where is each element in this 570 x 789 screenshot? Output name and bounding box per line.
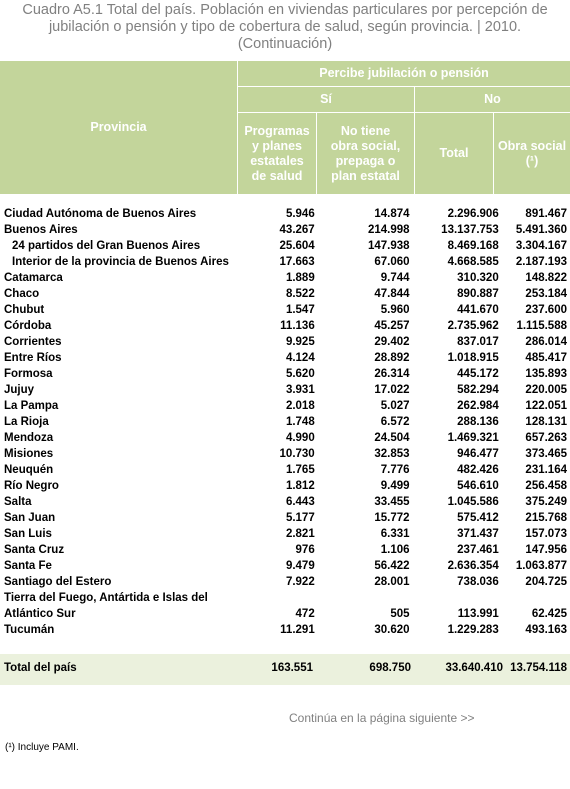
table-row bbox=[0, 254, 570, 270]
cell-no-tiene: 1.106 bbox=[380, 544, 410, 556]
cell-obra-social: 215.768 bbox=[525, 512, 567, 524]
cell-total: 113.991 bbox=[457, 608, 499, 620]
cell-total: 837.017 bbox=[457, 336, 499, 348]
total-c3: 33.640.410 bbox=[445, 662, 503, 674]
cell-programas: 472 bbox=[295, 608, 315, 620]
cell-obra-social: 148.822 bbox=[525, 272, 567, 284]
table-row bbox=[0, 478, 570, 494]
cell-obra-social: 286.014 bbox=[525, 336, 567, 348]
cell-total: 8.469.168 bbox=[447, 240, 499, 252]
cell-programas: 976 bbox=[295, 544, 315, 556]
cell-no-tiene: 56.422 bbox=[374, 560, 410, 572]
header-col2-line: obra social, bbox=[330, 138, 401, 153]
cell-provincia: San Luis bbox=[4, 528, 52, 540]
header-col4-line: (¹) bbox=[525, 153, 539, 168]
cell-programas: 3.931 bbox=[285, 384, 315, 396]
header-col3-label: Total bbox=[439, 146, 469, 160]
cell-provincia: Corrientes bbox=[4, 336, 62, 348]
cell-total: 310.320 bbox=[457, 272, 499, 284]
header-si bbox=[238, 87, 414, 112]
cell-no-tiene: 28.001 bbox=[374, 576, 410, 588]
title-line-3: (Continuación) bbox=[237, 36, 333, 52]
header-col2-line: plan estatal bbox=[331, 168, 400, 183]
cell-provincia: Salta bbox=[4, 496, 32, 508]
cell-obra-social: 256.458 bbox=[525, 480, 567, 492]
title-line-1: Cuadro A5.1 Total del país. Población en viviendas particulares por percepción de bbox=[22, 2, 548, 18]
table-row bbox=[0, 622, 570, 638]
cell-provincia: La Pampa bbox=[4, 400, 59, 412]
cell-total: 738.036 bbox=[457, 576, 499, 588]
cell-no-tiene: 5.027 bbox=[380, 400, 410, 412]
cell-no-tiene bbox=[319, 590, 414, 606]
cell-total: 1.045.586 bbox=[447, 496, 499, 508]
cell-provincia: Catamarca bbox=[4, 272, 63, 284]
cell-no-tiene: 5.960 bbox=[380, 304, 410, 316]
header-col1-line: de salud bbox=[251, 168, 303, 183]
header-col-programas bbox=[238, 113, 316, 194]
table-row bbox=[0, 286, 570, 302]
cell-total: 1.229.283 bbox=[447, 624, 499, 636]
cell-no-tiene: 33.455 bbox=[374, 496, 410, 508]
cell-obra-social: 493.163 bbox=[525, 624, 567, 636]
cell-provincia: Santa Fe bbox=[4, 560, 52, 572]
cell-provincia: 24 partidos del Gran Buenos Aires bbox=[12, 240, 201, 252]
cell-no-tiene: 9.744 bbox=[380, 272, 410, 284]
total-c4: 13.754.118 bbox=[510, 662, 567, 674]
cell-provincia: Formosa bbox=[4, 368, 53, 380]
cell-provincia: Chubut bbox=[4, 304, 45, 316]
cell-no-tiene: 47.844 bbox=[374, 288, 410, 300]
cell-total: 2.735.962 bbox=[447, 320, 499, 332]
header-col-obra-social bbox=[494, 113, 570, 194]
cell-programas: 25.604 bbox=[279, 240, 315, 252]
cell-programas: 1.547 bbox=[285, 304, 315, 316]
cell-no-tiene: 45.257 bbox=[374, 320, 410, 332]
cell-provincia: Tierra del Fuego, Antártida e Islas del bbox=[4, 592, 208, 604]
cell-programas: 1.765 bbox=[285, 464, 315, 476]
cell-total: 890.887 bbox=[457, 288, 499, 300]
cell-total: 1.469.321 bbox=[447, 432, 499, 444]
cell-obra-social: 1.063.877 bbox=[515, 560, 567, 572]
cell-provincia: Mendoza bbox=[4, 432, 54, 444]
cell-obra-social: 204.725 bbox=[525, 576, 567, 588]
header-col1-line: estatales bbox=[250, 153, 304, 168]
cell-provincia: Jujuy bbox=[4, 384, 35, 396]
data-table-body bbox=[0, 206, 570, 638]
cell-programas: 10.730 bbox=[279, 448, 315, 460]
cell-provincia: Chaco bbox=[4, 288, 40, 300]
cell-total: 4.668.585 bbox=[447, 256, 499, 268]
cell-obra-social: 5.491.360 bbox=[515, 224, 567, 236]
cell-total: 946.477 bbox=[457, 448, 499, 460]
cell-no-tiene: 24.504 bbox=[374, 432, 410, 444]
cell-total: 288.136 bbox=[457, 416, 499, 428]
table-row bbox=[0, 526, 570, 542]
cell-obra-social: 2.187.193 bbox=[515, 256, 567, 268]
cell-programas: 2.018 bbox=[285, 400, 315, 412]
cell-obra-social: 220.005 bbox=[525, 384, 567, 396]
cell-total bbox=[414, 590, 504, 606]
table-row bbox=[0, 510, 570, 526]
table-row bbox=[0, 350, 570, 366]
cell-programas: 43.267 bbox=[279, 224, 315, 236]
table-row bbox=[0, 446, 570, 462]
cell-programas: 5.946 bbox=[285, 208, 315, 220]
cell-total: 371.437 bbox=[457, 528, 499, 540]
cell-obra-social: 157.073 bbox=[525, 528, 567, 540]
cell-programas: 9.925 bbox=[285, 336, 315, 348]
header-col4-line: Obra social bbox=[497, 138, 567, 153]
cell-total: 2.296.906 bbox=[447, 208, 499, 220]
cell-obra-social: 147.956 bbox=[525, 544, 567, 556]
header-provincia-label: Provincia bbox=[90, 120, 147, 134]
cell-no-tiene: 7.776 bbox=[380, 464, 410, 476]
table-row bbox=[0, 318, 570, 334]
cell-no-tiene: 67.060 bbox=[374, 256, 410, 268]
table-row bbox=[0, 238, 570, 254]
table-row bbox=[0, 542, 570, 558]
cell-obra-social: 237.600 bbox=[525, 304, 567, 316]
cell-provincia: Buenos Aires bbox=[4, 224, 78, 236]
cell-total: 1.018.915 bbox=[447, 352, 499, 364]
total-row bbox=[0, 654, 570, 685]
cell-obra-social: 1.115.588 bbox=[516, 320, 567, 332]
cell-obra-social: 231.164 bbox=[525, 464, 567, 476]
table-row bbox=[0, 222, 570, 238]
cell-programas: 4.124 bbox=[285, 352, 315, 364]
header-no-label: No bbox=[484, 92, 501, 106]
cell-programas: 11.291 bbox=[280, 624, 315, 636]
cell-programas: 8.522 bbox=[285, 288, 315, 300]
cell-total: 482.426 bbox=[457, 464, 499, 476]
table-row bbox=[0, 574, 570, 590]
cell-total: 262.984 bbox=[457, 400, 499, 412]
cell-no-tiene: 29.402 bbox=[374, 336, 410, 348]
cell-provincia: Santa Cruz bbox=[4, 544, 65, 556]
cell-programas: 5.620 bbox=[285, 368, 315, 380]
cell-no-tiene: 15.772 bbox=[374, 512, 410, 524]
continua-link[interactable]: Continúa en la página siguiente >> bbox=[289, 711, 475, 725]
header-provincia bbox=[0, 61, 237, 194]
table-row bbox=[0, 398, 570, 414]
header-col-no-tiene bbox=[317, 113, 414, 194]
total-label: Total del país bbox=[4, 662, 77, 674]
cell-no-tiene: 147.938 bbox=[367, 240, 410, 252]
cell-total: 575.412 bbox=[457, 512, 499, 524]
header-no bbox=[415, 87, 570, 112]
cell-obra-social: 62.425 bbox=[531, 608, 567, 620]
table-row bbox=[0, 462, 570, 478]
header-col2-line: No tiene bbox=[340, 123, 391, 138]
header-col1-line: y planes bbox=[251, 138, 303, 153]
cell-programas bbox=[244, 590, 319, 606]
cell-programas: 9.479 bbox=[285, 560, 315, 572]
cell-obra-social: 373.465 bbox=[525, 448, 567, 460]
cell-provincia: La Rioja bbox=[4, 416, 49, 428]
cell-total: 2.636.354 bbox=[447, 560, 499, 572]
table-row bbox=[0, 414, 570, 430]
cell-programas: 1.748 bbox=[285, 416, 315, 428]
cell-provincia: San Juan bbox=[4, 512, 56, 524]
header-percibe bbox=[238, 61, 570, 86]
table-row bbox=[0, 606, 570, 622]
table-row bbox=[0, 206, 570, 222]
data-table bbox=[0, 206, 570, 638]
cell-no-tiene: 17.022 bbox=[374, 384, 410, 396]
table-row bbox=[0, 494, 570, 510]
footnote: (¹) Incluye PAMI. bbox=[5, 742, 79, 753]
table-row bbox=[0, 334, 570, 350]
cell-provincia: Interior de la provincia de Buenos Aires bbox=[12, 256, 229, 268]
table-row bbox=[0, 366, 570, 382]
cell-no-tiene: 6.572 bbox=[380, 416, 410, 428]
cell-programas: 11.136 bbox=[280, 320, 315, 332]
cell-no-tiene: 214.998 bbox=[367, 224, 410, 236]
cell-provincia: Atlántico Sur bbox=[4, 608, 76, 620]
table-row bbox=[0, 302, 570, 318]
total-c2: 698.750 bbox=[369, 662, 411, 674]
header-si-label: Sí bbox=[320, 92, 332, 106]
cell-provincia: Santiago del Estero bbox=[4, 576, 112, 588]
cell-provincia: Misiones bbox=[4, 448, 54, 460]
table-row bbox=[0, 590, 570, 606]
cell-obra-social: 891.467 bbox=[525, 208, 567, 220]
cell-programas: 1.889 bbox=[285, 272, 315, 284]
header-col-total bbox=[415, 113, 493, 194]
cell-programas: 6.443 bbox=[285, 496, 315, 508]
cell-programas: 7.922 bbox=[285, 576, 315, 588]
cell-provincia: Río Negro bbox=[4, 480, 59, 492]
cell-obra-social: 128.131 bbox=[525, 416, 567, 428]
cell-obra-social: 375.249 bbox=[525, 496, 567, 508]
cell-total: 546.610 bbox=[457, 480, 499, 492]
title-line-2: jubilación o pensión y tipo de cobertura de salud, según provincia. | 2010. bbox=[48, 19, 522, 35]
header-percibe-label: Percibe jubilación o pensión bbox=[319, 66, 489, 80]
cell-provincia: Tucumán bbox=[4, 624, 55, 636]
table-row bbox=[0, 558, 570, 574]
table-title bbox=[0, 2, 570, 53]
cell-total: 445.172 bbox=[457, 368, 499, 380]
cell-total: 237.461 bbox=[457, 544, 499, 556]
cell-total: 13.137.753 bbox=[441, 224, 499, 236]
cell-total: 441.670 bbox=[457, 304, 499, 316]
cell-obra-social: 253.184 bbox=[525, 288, 567, 300]
cell-obra-social: 135.893 bbox=[525, 368, 567, 380]
cell-provincia: Ciudad Autónoma de Buenos Aires bbox=[4, 208, 197, 220]
cell-total: 582.294 bbox=[457, 384, 499, 396]
cell-programas: 4.990 bbox=[285, 432, 315, 444]
cell-programas: 1.812 bbox=[285, 480, 315, 492]
cell-no-tiene: 9.499 bbox=[380, 480, 410, 492]
cell-obra-social: 657.263 bbox=[525, 432, 567, 444]
cell-provincia: Neuquén bbox=[4, 464, 54, 476]
cell-no-tiene: 505 bbox=[390, 608, 410, 620]
cell-no-tiene: 14.874 bbox=[374, 208, 410, 220]
header-col2-line: prepaga o bbox=[335, 153, 396, 168]
table-row bbox=[0, 430, 570, 446]
cell-no-tiene: 30.620 bbox=[374, 624, 410, 636]
table-row bbox=[0, 270, 570, 286]
cell-no-tiene: 28.892 bbox=[374, 352, 410, 364]
cell-programas: 5.177 bbox=[285, 512, 315, 524]
cell-obra-social: 485.417 bbox=[525, 352, 567, 364]
cell-programas: 17.663 bbox=[279, 256, 315, 268]
total-c1: 163.551 bbox=[271, 662, 313, 674]
cell-provincia: Entre Ríos bbox=[4, 352, 62, 364]
header-col1-line: Programas bbox=[244, 123, 310, 138]
cell-no-tiene: 6.331 bbox=[380, 528, 410, 540]
cell-no-tiene: 32.853 bbox=[374, 448, 410, 460]
cell-obra-social: 122.051 bbox=[525, 400, 567, 412]
table-row bbox=[0, 382, 570, 398]
cell-no-tiene: 26.314 bbox=[374, 368, 410, 380]
cell-obra-social bbox=[504, 590, 570, 606]
cell-programas: 2.821 bbox=[285, 528, 315, 540]
cell-provincia: Córdoba bbox=[4, 320, 52, 332]
cell-obra-social: 3.304.167 bbox=[515, 240, 567, 252]
